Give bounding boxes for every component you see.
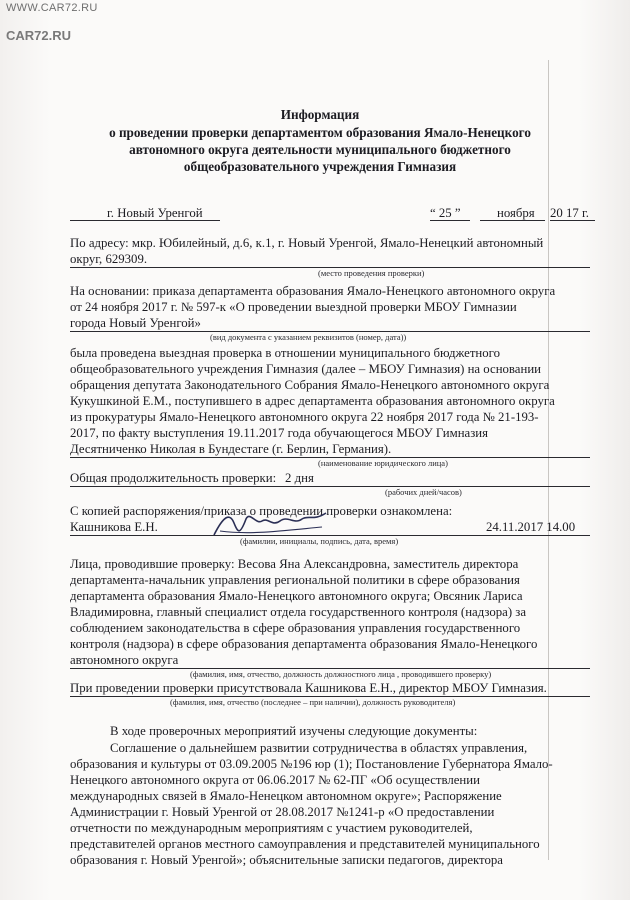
studied-heading: В ходе проверочных мероприятий изучены следующие документы:: [110, 724, 478, 738]
handwritten-signature: [210, 505, 330, 545]
present-line: При проведении проверки присутствовала Кашникова Е.Н., директор МБОУ Гимназия.: [70, 681, 547, 695]
basis-caption: (вид документа с указанием реквизитов (номер, дата)): [210, 332, 407, 342]
duration-label: Общая продолжительность проверки:: [70, 471, 277, 485]
documents-line-4: международных связей в Ямало-Ненецком автономном округе»; Распоряжение: [70, 789, 502, 803]
doc-title-1: Информация: [280, 107, 360, 122]
documents-line-8: образования г. Новый Уренгой»; объяснительные записки педагогов, директора: [70, 853, 503, 867]
duration-caption: (рабочих дней/часов): [385, 487, 462, 497]
doc-title-4: общеобразовательного учреждения Гимназия: [183, 159, 457, 174]
address-line-1: По адресу: мкр. Юбилейный, д.6, к.1, г. Новый Уренгой, Ямало-Ненецкий автономный: [70, 236, 544, 250]
documents-line-2: образования и культуры от 03.09.2005 №196 юр (1); Постановление Губернатора Ямало-: [70, 757, 553, 771]
doc-city: г. Новый Уренгой: [107, 206, 203, 220]
documents-line-6: отчетности по международным мероприятиям с участием руководителей,: [70, 821, 473, 835]
documents-line-7: представителей органов местного самоуправления и представителей муниципального: [70, 837, 540, 851]
doc-date-day: “ 25 ”: [430, 206, 461, 220]
body-line-3: обращения депутата Законодательного Собрания Ямало-Ненецкого автономного округа: [70, 378, 550, 392]
documents-line-5: Администрации г. Новый Уренгой от 28.08.2017 №1241-р «О предоставлении: [70, 805, 495, 819]
doc-title-3: автономного округа деятельности муниципального бюджетного: [129, 142, 511, 157]
doc-date-year: 20 17 г.: [550, 206, 589, 220]
body-line-2: общеобразовательного учреждения Гимназия (далее – МБОУ Гимназия) на основании: [70, 362, 542, 376]
documents-line-1: Соглашение о дальнейшем развитии сотрудничества в областях управления,: [110, 741, 528, 755]
body-line-5: из прокуратуры Ямало-Ненецкого автономного округа 22 ноября 2017 года № 21-193-: [70, 410, 539, 424]
copy-datetime: 24.11.2017 14.00: [486, 520, 576, 534]
inspectors-line-1: Лица, проводившие проверку: Весова Яна Александровна, заместитель директора: [70, 557, 519, 571]
documents-line-3: Ненецкого автономного округа от 06.06.2017 № 62-ПГ «Об осуществлении: [70, 773, 480, 787]
watermark-logo: CAR72.RU: [6, 28, 72, 43]
inspectors-line-3: департамента образования Ямало-Ненецкого автономного округа; Овсяник Лариса: [70, 589, 523, 603]
inspectors-line-2: департамента-начальник управления региональной политики в сфере образования: [70, 573, 520, 587]
body-line-1: была проведена выездная проверка в отношении муниципального бюджетного: [70, 346, 501, 360]
body-line-7: Десятниченко Николая в Бундестаге (г. Берлин, Германия).: [70, 442, 392, 456]
body-line-4: Кукушкиной Е.М., поступившего в адрес департамента образования автономного округа: [70, 394, 555, 408]
margin-line: [548, 60, 549, 860]
doc-date-month: ноября: [497, 206, 535, 220]
inspectors-caption: (фамилия, имя, отчество, должность должностного лица , проводившего проверку): [190, 669, 492, 679]
duration-value: 2 дня: [285, 471, 314, 485]
basis-line-3: города Новый Уренгой»: [70, 316, 201, 330]
present-caption: (фамилия, имя, отчество (последнее – при наличии), должность руководителя): [170, 697, 456, 707]
body-line-6: 2017, по факту выступления 19.11.2017 года обучающегося МБОУ Гимназия: [70, 426, 489, 440]
address-caption: (место проведения проверки): [318, 268, 425, 278]
basis-line-1: На основании: приказа департамента образования Ямало-Ненецкого автономного округа: [70, 284, 556, 298]
copy-caption: (фамилии, инициалы, подпись, дата, время): [240, 536, 399, 546]
basis-line-2: от 24 ноября 2017 г. № 597-к «О проведении выездной проверки МБОУ Гимназии: [70, 300, 517, 314]
inspectors-line-6: контроля (надзора) в сфере образования департамента образования Ямало-Ненецкого: [70, 637, 538, 651]
inspectors-line-7: автономного округа: [70, 653, 179, 667]
watermark-top: WWW.CAR72.RU: [6, 2, 98, 14]
inspectors-line-5: соблюдением законодательства в сфере образования управления государственного: [70, 621, 521, 635]
doc-title-2: о проведении проверки департаментом образования Ямало-Ненецкого: [109, 125, 531, 140]
copy-name: Кашникова Е.Н.: [70, 520, 158, 534]
body-caption: (наименование юридического лица): [318, 458, 448, 468]
inspectors-line-4: Владимировна, главный специалист отдела государственного контроля (надзора) за: [70, 605, 527, 619]
address-line-2: округ, 629309.: [70, 252, 148, 266]
copy-text: С копией распоряжения/приказа о проведении проверки ознакомлена:: [70, 504, 453, 518]
